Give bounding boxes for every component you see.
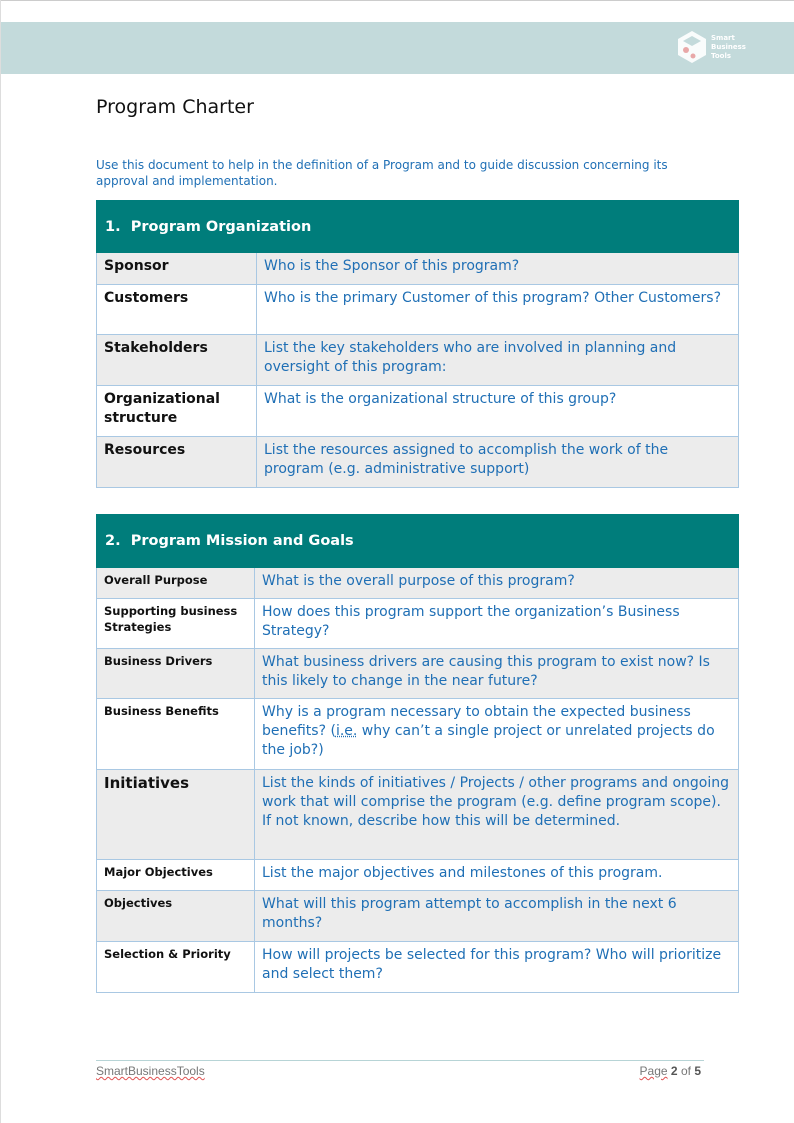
row-prompt[interactable]: How does this program support the organization’s Business Strategy? <box>255 599 739 649</box>
section-header-row <box>97 515 739 568</box>
row-label: Selection & Priority <box>97 942 255 993</box>
page-number: Page 2 of 5 <box>639 1064 701 1078</box>
section-header-row <box>97 201 739 253</box>
program-organization-table <box>96 200 739 488</box>
row-prompt[interactable]: Who is the primary Customer of this program? Other Customers? <box>257 285 739 335</box>
table-row <box>97 699 739 770</box>
row-prompt[interactable]: List the major objectives and milestones of this program. <box>255 860 739 891</box>
table-row <box>97 891 739 942</box>
row-label: Business Benefits <box>97 699 255 770</box>
row-label: Objectives <box>97 891 255 942</box>
section-heading: 1. Program Organization <box>97 201 739 253</box>
row-prompt[interactable]: What business drivers are causing this program to exist now? Is this likely to change in the near future? <box>255 649 739 699</box>
row-label: Stakeholders <box>97 335 257 386</box>
logo-word: Business <box>711 42 746 51</box>
row-label: Business Drivers <box>97 649 255 699</box>
intro-text: Use this document to help in the definition of a Program and to guide discussion concerning its approval and implementation. <box>96 158 668 188</box>
logo-word: Smart <box>711 33 735 42</box>
table-row <box>97 599 739 649</box>
row-label: Organizational structure <box>97 386 257 437</box>
section-heading: 2. Program Mission and Goals <box>97 515 739 568</box>
row-label: Customers <box>97 285 257 335</box>
row-label: Supporting business Strategies <box>97 599 255 649</box>
footer-divider <box>96 1060 704 1061</box>
row-label: Major Objectives <box>97 860 255 891</box>
top-border <box>1 0 794 1</box>
row-prompt[interactable]: What will this program attempt to accomplish in the next 6 months? <box>255 891 739 942</box>
row-prompt[interactable]: List the key stakeholders who are involved in planning and oversight of this program: <box>257 335 739 386</box>
table-row <box>97 285 739 335</box>
table-row <box>97 335 739 386</box>
logo-word: Tools <box>711 51 732 60</box>
company-logo <box>677 30 746 64</box>
table-row <box>97 942 739 993</box>
row-prompt[interactable]: What is the overall purpose of this program? <box>255 568 739 599</box>
header-banner <box>1 22 794 74</box>
row-prompt[interactable]: How will projects be selected for this program? Who will prioritize and select them? <box>255 942 739 993</box>
table-row <box>97 386 739 437</box>
row-label: Overall Purpose <box>97 568 255 599</box>
footer-company: SmartBusinessTools <box>96 1064 205 1078</box>
row-prompt[interactable]: What is the organizational structure of this group? <box>257 386 739 437</box>
row-label: Sponsor <box>97 253 257 285</box>
table-row <box>97 437 739 488</box>
row-label: Initiatives <box>97 770 255 860</box>
program-mission-table <box>96 514 739 993</box>
table-row <box>97 253 739 285</box>
logo-text <box>711 34 746 61</box>
cube-logo-icon <box>677 30 707 64</box>
row-label: Resources <box>97 437 257 488</box>
row-prompt[interactable]: Who is the Sponsor of this program? <box>257 253 739 285</box>
table-row <box>97 568 739 599</box>
table-row <box>97 649 739 699</box>
row-prompt[interactable]: List the kinds of initiatives / Projects / other programs and ongoing work that will comprise the program (e.g. define program scope). If not known, describe how this will be determined. <box>255 770 739 860</box>
table-row <box>97 770 739 860</box>
table-row <box>97 860 739 891</box>
page-title: Program Charter <box>96 96 254 118</box>
row-prompt[interactable]: List the resources assigned to accomplish the work of the program (e.g. administrative support) <box>257 437 739 488</box>
row-prompt[interactable]: Why is a program necessary to obtain the expected business benefits? (i.e. why can’t a single project or unrelated projects do the job?) <box>255 699 739 770</box>
